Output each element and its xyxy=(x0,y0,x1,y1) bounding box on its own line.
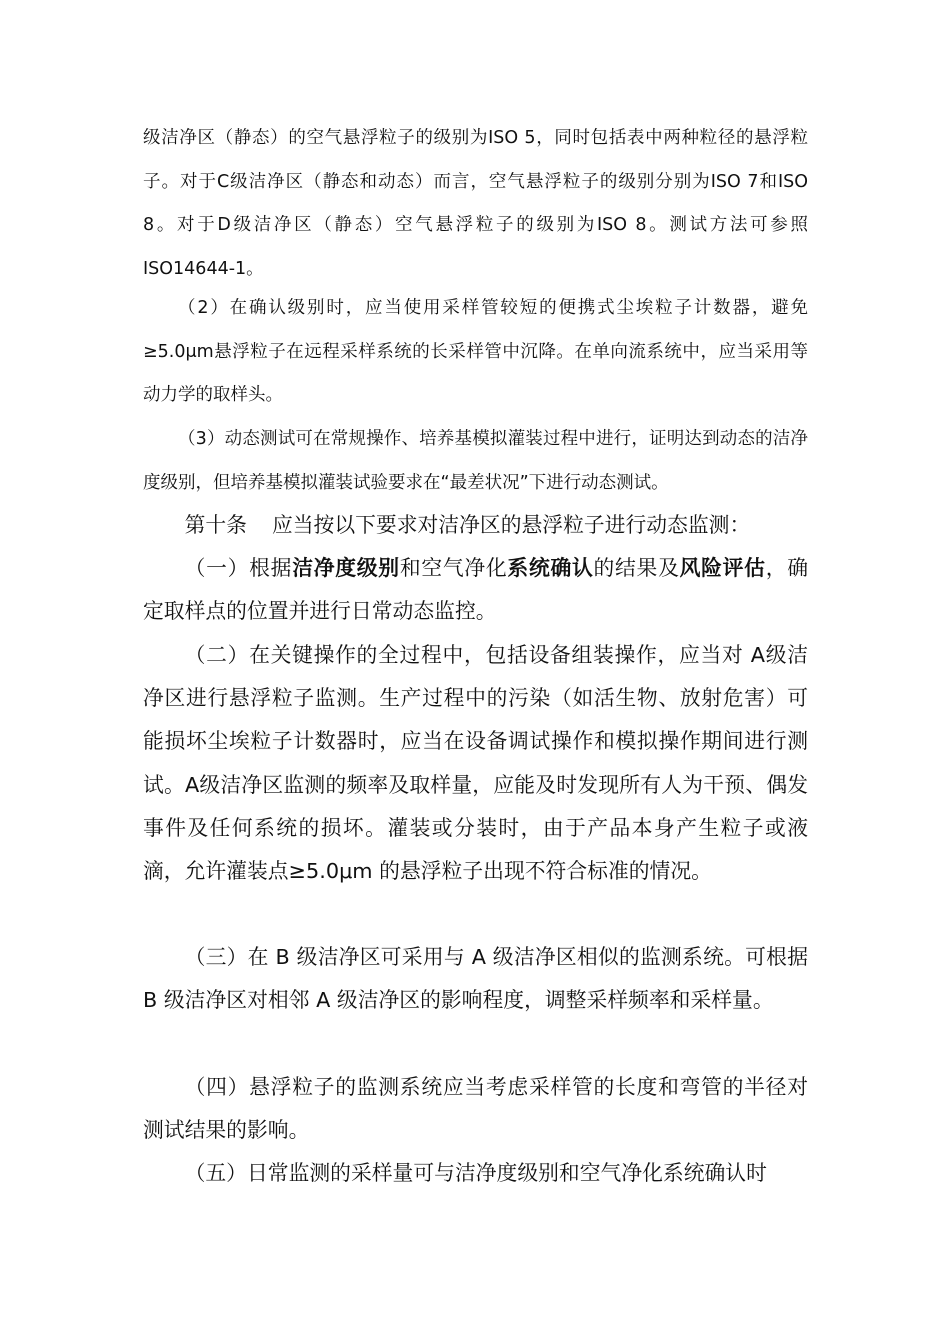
paragraph-cleanroom-classification: 级洁净区（静态）的空气悬浮粒子的级别为ISO 5，同时包括表中两种粒径的悬浮粒子。对于C级洁净区（静态和动态）而言，空气悬浮粒子的级别分别为ISO 7和ISO 8。对于D级洁净区（静态）空气悬浮粒子的级别为ISO 8。测试方法可参照ISO14644-1。 xyxy=(143,128,808,279)
item-1-text-d: ，确定取样点的位置并进行日常动态监控。 xyxy=(143,556,809,624)
paragraph-item-2-confirmation: （2）在确认级别时，应当使用采样管较短的便携式尘埃粒子计数器，避免≥5.0μm悬浮粒子在远程采样系统的长采样管中沉降。在单向流系统中，应当采用等动力学的取样头。 xyxy=(143,298,808,405)
item-1-bold-system-confirmation: 系统确认 xyxy=(507,556,594,580)
item-3-paragraph: （三）在 B 级洁净区可采用与 A 级洁净区相似的监测系统。可根据 B 级洁净区对相邻 A 级洁净区的影响程度，调整采样频率和采样量。 xyxy=(143,945,808,1013)
paragraph-item-3-dynamic-test: （3）动态测试可在常规操作、培养基模拟灌装过程中进行，证明达到动态的洁净度级别，但培养基模拟灌装试验要求在“最差状况”下进行动态测试。 xyxy=(143,429,808,493)
item-1-bold-risk-assessment: 风险评估 xyxy=(679,556,766,580)
item-4-paragraph: （四）悬浮粒子的监测系统应当考虑采样管的长度和弯管的半径对测试结果的影响。 xyxy=(143,1075,808,1143)
item-2-paragraph: （二）在关键操作的全过程中，包括设备组装操作，应当对 A级洁净区进行悬浮粒子监测。生产过程中的污染（如活生物、放射危害）可能损坏尘埃粒子计数器时，应当在设备调试操作和模拟操作期间进行测试。A级洁净区监测的频率及取样量，应能及时发现所有人为干预、偶发事件及任何系统的损坏。灌装或分装时，由于产品本身产生粒子或液滴，允许灌装点≥5.0μm 的悬浮粒子出现不符合标准的情况。 xyxy=(143,643,808,884)
item-1-text-b: 和空气净化 xyxy=(399,556,508,580)
item-5-paragraph: （五）日常监测的采样量可与洁净度级别和空气净化系统确认时 xyxy=(184,1161,767,1185)
article-text: 应当按以下要求对洁净区的悬浮粒子进行动态监测： xyxy=(271,513,751,537)
article-label: 第十条 xyxy=(184,513,247,537)
item-1-bold-cleanliness: 洁净度级别 xyxy=(292,556,400,580)
item-1-text-a: （一）根据 xyxy=(184,556,293,580)
article-heading xyxy=(143,504,808,547)
item-1-paragraph xyxy=(143,547,808,633)
item-1-text-c: 的结果及 xyxy=(593,556,680,580)
